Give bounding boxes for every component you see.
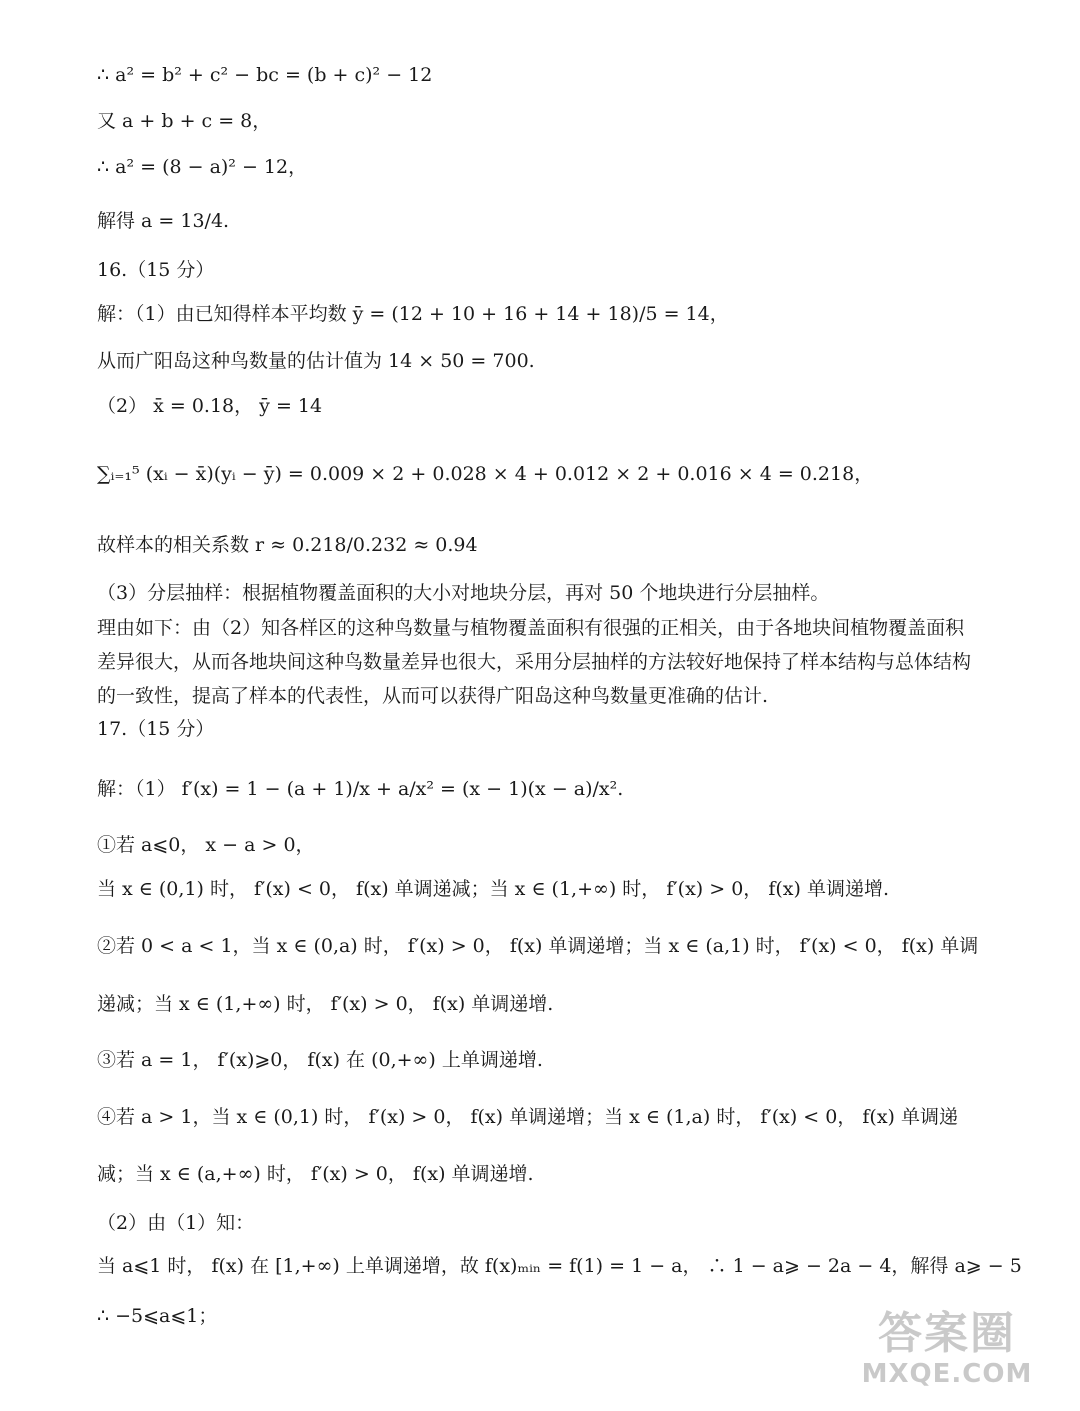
q17-part2-line-2: ∴ −5⩽a⩽1；: [97, 1305, 218, 1327]
q17-case-4-line-1: ④若 a > 1，当 x ∈ (0,1) 时， f′(x) > 0， f(x) 单调递增；当 x ∈ (1,a) 时， f′(x) < 0， f(x) 单调递: [97, 1106, 958, 1128]
q17-case-1-monotonic: 当 x ∈ (0,1) 时， f′(x) < 0， f(x) 单调递减；当 x ∈ (1,+∞) 时， f′(x) > 0， f(x) 单调递增.: [97, 878, 889, 900]
q16-part2-means: （2） x̄ = 0.18， ȳ = 14: [97, 395, 323, 417]
watermark-bottom-text: MXQE.COM: [861, 1359, 1033, 1389]
question-16-header: 16.（15 分）: [97, 259, 215, 281]
question-17-header: 17.（15 分）: [97, 718, 215, 740]
q16-part1-estimate: 从而广阳岛这种鸟数量的估计值为 14 × 50 = 700.: [97, 350, 535, 372]
solution-line-2: 又 a + b + c = 8，: [97, 110, 272, 132]
watermark-top-text: 答案圈: [878, 1308, 1016, 1359]
q16-part2-correlation: 故样本的相关系数 r ≈ 0.218/0.232 ≈ 0.94: [97, 534, 478, 556]
q17-part1-derivative: 解：（1） f′(x) = 1 − (a + 1)/x + a/x² = (x − 1)(x − a)/x².: [97, 778, 624, 800]
solution-line-1: ∴ a² = b² + c² − bc = (b + c)² − 12: [97, 64, 433, 86]
q16-part3-reason-3: 的一致性，提高了样本的代表性，从而可以获得广阳岛这种鸟数量更准确的估计.: [97, 685, 769, 707]
solution-line-3: ∴ a² = (8 − a)² − 12，: [97, 156, 308, 178]
q17-case-4-line-2: 减；当 x ∈ (a,+∞) 时， f′(x) > 0， f(x) 单调递增.: [97, 1163, 534, 1185]
q16-part1-mean: 解：（1）由已知得样本平均数 ȳ = (12 + 10 + 16 + 14 + 18)/5 = 14，: [97, 303, 729, 325]
q17-part2-header: （2）由（1）知：: [97, 1212, 255, 1234]
q16-part2-sum: ∑ᵢ₌₁⁵ (xᵢ − x̄)(yᵢ − ȳ) = 0.009 × 2 + 0.028 × 4 + 0.012 × 2 + 0.016 × 4 = 0.218，: [97, 463, 874, 485]
q16-part3-reason-2: 差异很大，从而各地块间这种鸟数量差异也很大，采用分层抽样的方法较好地保持了样本结构与总体结构: [97, 651, 972, 673]
q17-case-3: ③若 a = 1， f′(x)⩾0， f(x) 在 (0,+∞) 上单调递增.: [97, 1049, 543, 1071]
solution-line-4: 解得 a = 13/4.: [97, 210, 230, 232]
q16-part3-reason-1: 理由如下：由（2）知各样区的这种鸟数量与植物覆盖面积有很强的正相关，由于各地块间植物覆盖面积: [97, 617, 965, 639]
q16-part3-method: （3）分层抽样：根据植物覆盖面积的大小对地块分层，再对 50 个地块进行分层抽样。: [97, 582, 830, 604]
q17-case-1-condition: ①若 a⩽0， x − a > 0，: [97, 834, 315, 856]
q17-part2-line-1: 当 a⩽1 时， f(x) 在 [1,+∞) 上单调递增，故 f(x)ₘᵢₙ = f(1) = 1 − a， ∴ 1 − a⩾ − 2a − 4，解得 a⩾ − 5: [97, 1255, 1022, 1277]
q17-case-2-line-2: 递减；当 x ∈ (1,+∞) 时， f′(x) > 0， f(x) 单调递增.: [97, 993, 554, 1015]
q17-case-2-line-1: ②若 0 < a < 1，当 x ∈ (0,a) 时， f′(x) > 0， f(x) 单调递增；当 x ∈ (a,1) 时， f′(x) < 0， f(x) 单调: [97, 935, 979, 957]
site-watermark-logo: [842, 1309, 1052, 1397]
